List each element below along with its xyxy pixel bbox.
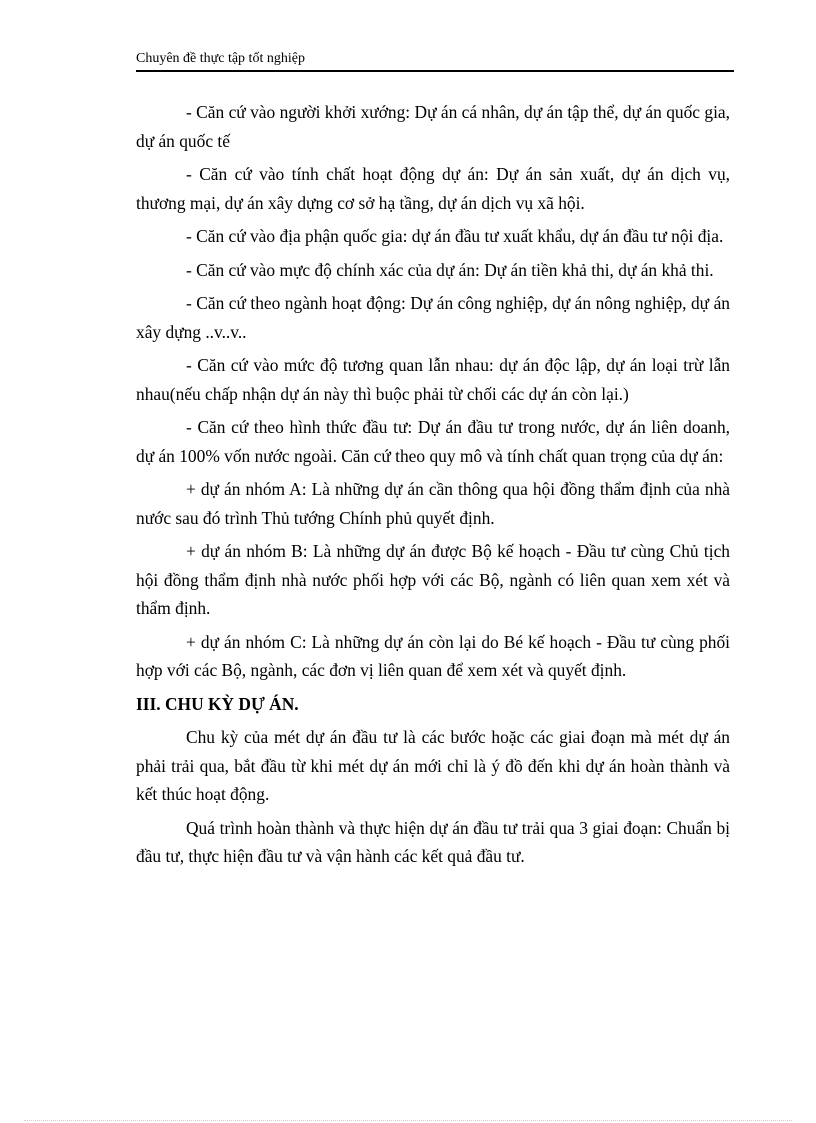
paragraph-group-a: + dự án nhóm A: Là những dự án cần thông qua hội đồng thẩm định của nhà nước sau đó trình Thủ tướng Chính phủ quyết định. (136, 479, 730, 528)
page-header (136, 50, 734, 72)
document-body (136, 98, 730, 876)
paragraph-group-c: + dự án nhóm C: Là những dự án còn lại do Bé kế hoạch - Đầu tư cùng phối hợp với các Bộ, ngành, các đơn vị liên quan để xem xét và quyết định. (136, 631, 730, 680)
paragraph-activity-nature: - Căn cứ vào tính chất hoạt động dự án: Dự án sản xuất, dự án dịch vụ, thương mại, dự án xây dựng cơ sở hạ tầng, dự án dịch vụ xã hội. (136, 164, 730, 213)
paragraph-accuracy: - Căn cứ vào mực độ chính xác của dự án: Dự án tiền khả thi, dự án khả thi. (186, 259, 714, 280)
paragraph-industry: - Căn cứ theo ngành hoạt động: Dự án công nghiệp, dự án nông nghiệp, dự án xây dựng ..v..v.. (136, 293, 730, 342)
paragraph-three-phases: Quá trình hoàn thành và thực hiện dự án đầu tư trải qua 3 giai đoạn: Chuẩn bị đầu tư, thực hiện đầu tư và vận hành các kết quả đầu tư. (136, 817, 730, 866)
header-title: Chuyên đề thực tập tốt nghiệp (136, 51, 305, 66)
paragraph-project-cycle: Chu kỳ của mét dự án đầu tư là các bước hoặc các giai đoạn mà mét dự án phải trải qua, bắt đầu từ khi mét dự án mới chỉ là ý đồ đến khi dự án hoàn thành và kết thúc hoạt động. (136, 727, 730, 804)
section-heading: III. CHU KỲ DỰ ÁN. (136, 693, 299, 714)
paragraph-territory: - Căn cứ vào địa phận quốc gia: dự án đầu tư xuất khẩu, dự án đầu tư nội địa. (186, 226, 724, 246)
paragraph-investment-form: - Căn cứ theo hình thức đầu tư: Dự án đầu tư trong nước, dự án liên doanh, dự án 100% vốn nước ngoài. Căn cứ theo quy mô và tính chất quan trọng của dự án: (136, 417, 730, 466)
paragraph-correlation: - Căn cứ vào mức độ tương quan lẫn nhau: dự án độc lập, dự án loại trừ lẫn nhau(nếu chấp nhận dự án này thì buộc phải từ chối các dự án còn lại.) (136, 355, 730, 404)
paragraph-group-b: + dự án nhóm B: Là những dự án được Bộ kế hoạch - Đầu tư cùng Chủ tịch hội đồng thẩm định nhà nước phối hợp với các Bộ, ngành có liên quan xem xét và thẩm định. (136, 541, 730, 618)
page-bottom-divider (24, 1120, 792, 1121)
paragraph-initiator: - Căn cứ vào người khởi xướng: Dự án cá nhân, dự án tập thể, dự án quốc gia, dự án quốc tế (136, 102, 730, 151)
